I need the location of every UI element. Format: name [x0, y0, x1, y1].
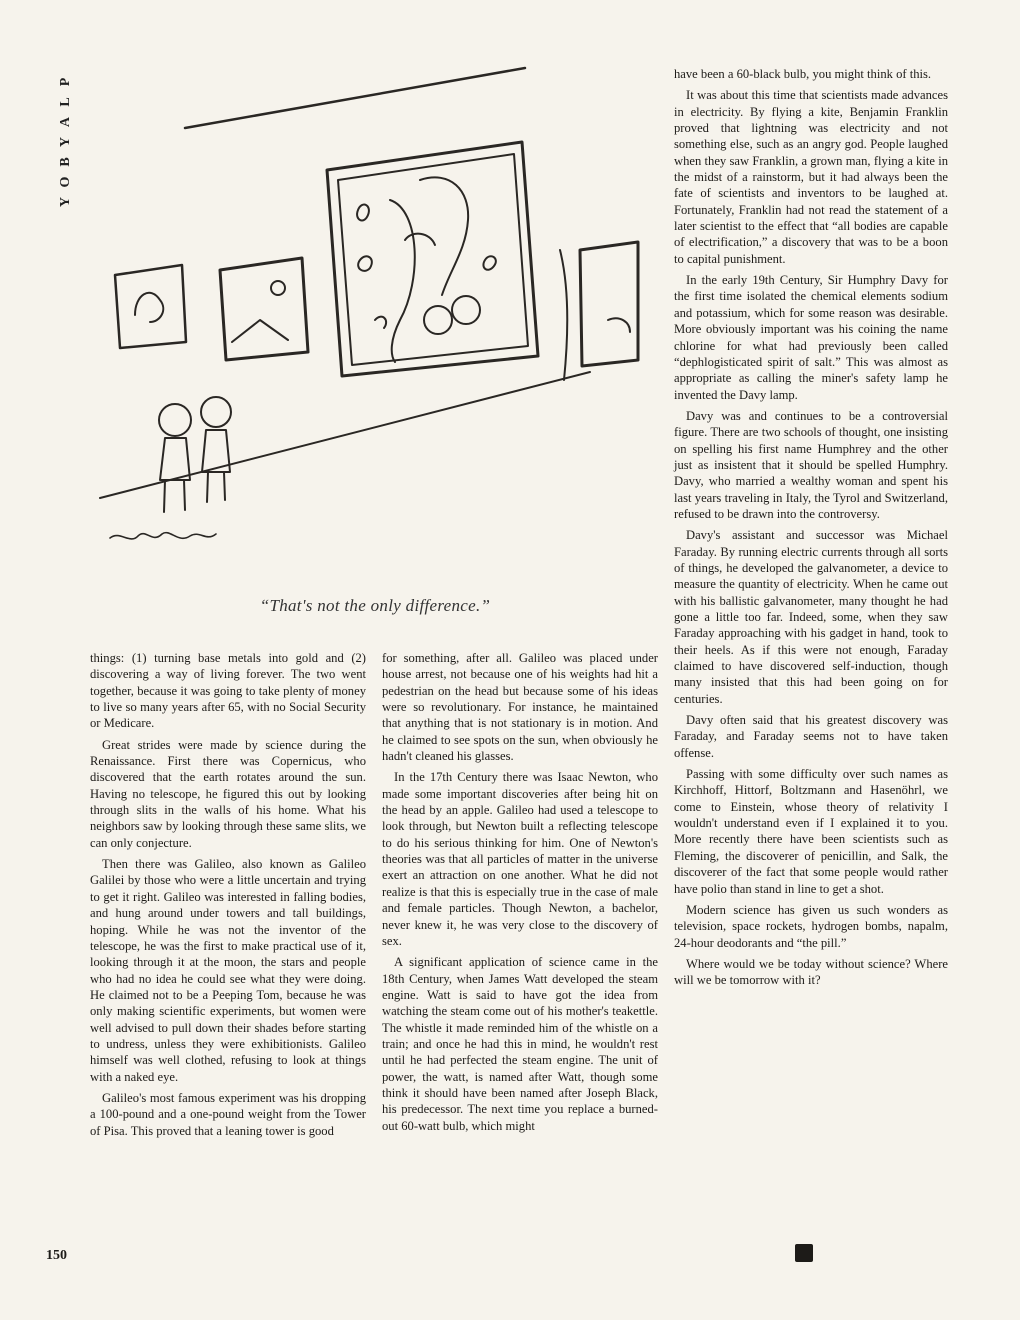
article-paragraph: for something, after all. Galileo was placed under house arrest, not because one of his weights had hit a pedestrian on the head but because some of his ideas were so revolutionary. For instance, he maintained that anything that is not stationary is in motion. And he claimed to see spots on the sun, when obviously he hadn't cleaned his glasses. [382, 651, 658, 764]
magazine-name-letter: A [58, 116, 73, 128]
article-paragraph: Davy's assistant and successor was Michael Faraday. By running electric currents through all sorts of things, he developed the galvanometer, a device to measure the quantity of electricity. When he came out with his ballistic galvanometer, many thought he had gone a little too far. Indeed, some, when they saw Faraday approaching with his gadget in hand, took to their heels. As if this were not enough, Faraday claimed to have discovered self-induction, though many insisted that this had been going on for centuries. [674, 528, 948, 706]
article-paragraph: Passing with some difficulty over such names as Kirchhoff, Hittorf, Boltzmann and Hasenöhrl, we come to Einstein, whose theory of relativity I wouldn't understand even if I explained it to you. More recently there have been scientists such as Fleming, the discoverer of penicillin, and Salk, the discoverer of the fact that some people would rather have polio than stand in line to get a shot. [674, 767, 948, 896]
article-paragraph: A significant application of science came in the 18th Century, when James Watt developed the steam engine. Watt is said to have got the idea from watching the steam come out of his mother's teakettle. The whistle it made reminded him of the whistle on a train; and once he had this in mind, he wouldn't rest until he had perfected the steam engine. The unit of power, the watt, is named after Watt, though some think it should have been named after Joseph Black, his predecessor. The next time you replace a burned-out 60-watt bulb, which might [382, 955, 658, 1133]
article-paragraph: It was about this time that scientists made advances in electricity. By flying a kite, Benjamin Franklin proved that lightning was electricity and not something else, such as an angry god. People laughed when they saw Franklin, a grown man, flying a kite in the midst of a rainstorm, but it had always been the fate of scientists and inventors to be laughed at. Fortunately, Franklin had not read the statement of a later scientist to the effect that “all bodies are capable of electrification,” a discovery that was to be a boon to capital punishment. [674, 88, 948, 266]
article-paragraph: Where would we be today without science? Where will we be tomorrow with it? [674, 956, 948, 988]
cartoon-caption: “That's not the only difference.” [259, 596, 491, 615]
article-column-1 [90, 650, 366, 1144]
article-paragraph: Davy was and continues to be a controversial figure. There are two schools of thought, one insisting on spelling his first name Humphrey and the other just as insistent that it should be spelled Humphry. Davy, who married a wealthy woman and spent his last years traveling in Italy, the Tyrol and Switzerland, refused to be drawn into the controversy. [674, 408, 948, 521]
article-paragraph: have been a 60-black bulb, you might think of this. [674, 67, 932, 81]
cartoon-illustration [90, 60, 650, 580]
article-paragraph: things: (1) turning base metals into gold and (2) discovering a way of living forever. The two went together, because it was going to take plenty of money to live so many years after 65, with no Social Security or Medicare. [90, 651, 366, 731]
article-paragraph: In the early 19th Century, Sir Humphry Davy for the first time isolated the chemical elements sodium and potassium, which for some reason was desirable. More obviously important was his coining the name chlorine for what had previously been called “dephlogisticated spirit of salt.” This was almost as appropriate as calling the miner's safety lamp he invented the Davy lamp. [674, 273, 948, 402]
article-paragraph: Modern science has given us such wonders as television, space rockets, hydrogen bombs, napalm, 24-hour deodorants and “the pill.” [674, 902, 948, 950]
article-column-2 [382, 650, 658, 1139]
article-paragraph: In the 17th Century there was Isaac Newton, who made some important discoveries after being hit on the head by an apple. Galileo had used a telescope to look through, but Newton built a reflecting telescope to do his serious thinking for him. One of Newton's theories was that all particles of matter in the universe exert an attraction on one another. What he did not realize is that this is especially true in the case of male and female particles. Though Newton, a bachelor, never knew it, he was very close to the discovery of sex. [382, 770, 658, 948]
magazine-name-letter: O [58, 176, 73, 188]
page-number: 150 [46, 1248, 67, 1263]
magazine-name-letter: Y [58, 196, 73, 208]
magazine-name-letter: Y [58, 136, 73, 148]
magazine-name [56, 72, 76, 212]
article-paragraph: Great strides were made by science during the Renaissance. First there was Copernicus, who discovered that the earth rotates around the sun. Having no telescope, he figured this out by looking through slits in the walls of his home. What his neighbors saw by looking through these same slits, we can only conjecture. [90, 737, 366, 850]
article-column-3 [674, 66, 948, 994]
magazine-name-letter: L [58, 97, 73, 107]
article-paragraph: Galileo's most famous experiment was his dropping a 100-pound and a one-pound weight from the Tower of Pisa. This proved that a leaning tower is good [90, 1090, 366, 1138]
article-paragraph: Then there was Galileo, also known as Galileo Galilei by those who were a little uncertain and trying to get it right. Galileo was interested in falling bodies, and hung around under towers and tall buildings, hoping. While he was not the inventor of the telescope, he was the first to make practical use of it, looking through it at the moon, the stars and people who had no idea he could see what they were doing. He claimed not to be a Peeping Tom, because he was only making scientific experiments, but women were well advised to pull down their shades before starting to undress, unless they were exhibitionists. Galileo himself was well clothed, refusing to look at things with a naked eye. [90, 857, 366, 1084]
magazine-name-letter: P [58, 77, 73, 87]
magazine-name-letter: B [58, 157, 73, 167]
article-paragraph: Davy often said that his greatest discovery was Faraday, and Faraday seems not to have taken offense. [674, 713, 948, 760]
end-of-article-mark [795, 1244, 813, 1262]
